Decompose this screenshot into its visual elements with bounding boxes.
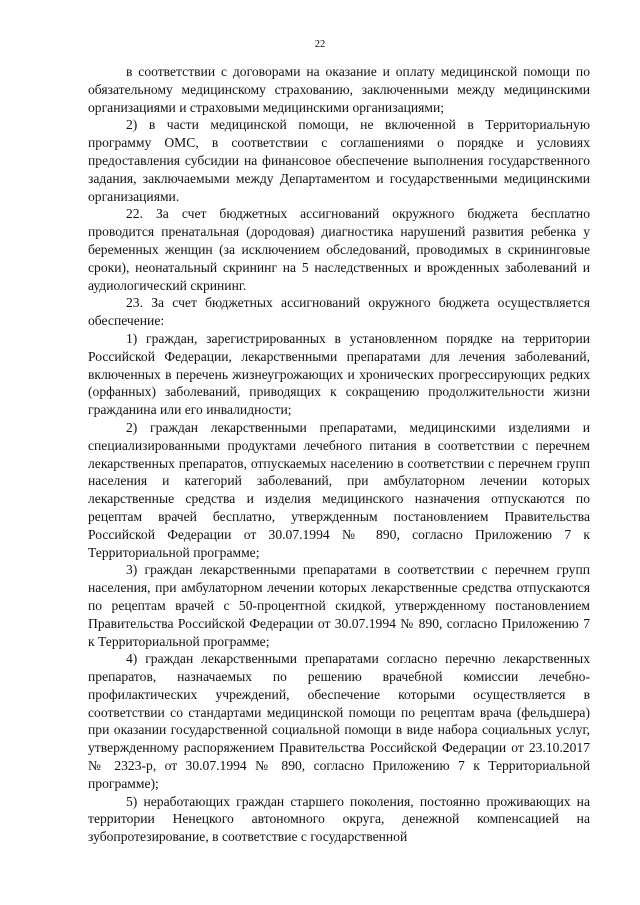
paragraph-continuation: в соответствии с договорами на оказание и оплату медицинской помощи по обязательному медицинскому страхованию, заключенными между медицинскими организациями и страховыми медицинскими организациями; xyxy=(88,64,590,115)
paragraph-clause-23: 23. За счет бюджетных ассигнований окружного бюджета осуществляется обеспечение: xyxy=(88,295,590,329)
document-body xyxy=(88,63,590,846)
paragraph-subitem-4: 4) граждан лекарственными препаратами согласно перечню лекарственных препаратов, назначаемых по решению врачебной комиссии лечебно-профилактических учреждений, обеспечение которыми осуществляется в соответствии со стандартами медицинской помощи по рецептам врача (фельдшера) при оказании государственной социальной помощи в виде набора социальных услуг, утвержденному распоряжением Правительства Российской Федерации от 23.10.2017 № 2323-р, от 30.07.1994 № 890, согласно Приложению 7 к Территориальной программе); xyxy=(88,651,590,791)
paragraph-clause-22: 22. За счет бюджетных ассигнований окружного бюджета бесплатно проводится пренатальная (дородовая) диагностика нарушений развития ребенка у беременных женщин (за исключением обследований, проводимых в скрининговые сроки), неонатальный скрининг на 5 наследственных и врожденных заболеваний и аудиологический скрининг. xyxy=(88,206,590,293)
paragraph-subitem-1: 1) граждан, зарегистрированных в установленном порядке на территории Российской Федерации, лекарственными препаратами для лечения заболеваний, включенных в перечень жизнеугрожающих и хронических прогрессирующих редких (орфанных) заболеваний, приводящих к сокращению продолжительности жизни гражданина или его инвалидности; xyxy=(88,330,590,418)
paragraph-subitem-3: 3) граждан лекарственными препаратами в соответствии с перечнем групп населения, при амбулаторном лечении которых лекарственные средства отпускаются по рецептам врачей с 50-процентной скидкой, утвержденному постановлением Правительства Российской Федерации от 30.07.1994 № 890, согласно Приложению 7 к Территориальной программе; xyxy=(88,562,590,649)
page-number: 22 xyxy=(314,39,326,50)
paragraph-item-2: 2) в части медицинской помощи, не включенной в Территориальную программу ОМС, в соответствии с соглашениями о порядке и условиях предоставления субсидии на финансовое обеспечение выполнения государственного задания, заключаемыми между Департаментом и государственными медицинскими организациями. xyxy=(88,117,590,204)
paragraph-subitem-5: 5) неработающих граждан старшего поколения, постоянно проживающих на территории Ненецкого автономного округа, денежной компенсацией на зубопротезирование, в соответствие с государственной xyxy=(88,793,590,845)
paragraph-subitem-2: 2) граждан лекарственными препаратами, медицинскими изделиями и специализированными продуктами лечебного питания в соответствии с перечнем лекарственных препаратов, отпускаемых населению в соответствии с перечнем групп населения и категорий заболеваний, при амбулаторном лечении которых лекарственные средства и изделия медицинского назначения отпускаются по рецептам врачей бесплатно, утвержденным постановлением Правительства Российской Федерации от 30.07.1994 № 890, согласно Приложению 7 к Территориальной программе; xyxy=(88,419,590,560)
